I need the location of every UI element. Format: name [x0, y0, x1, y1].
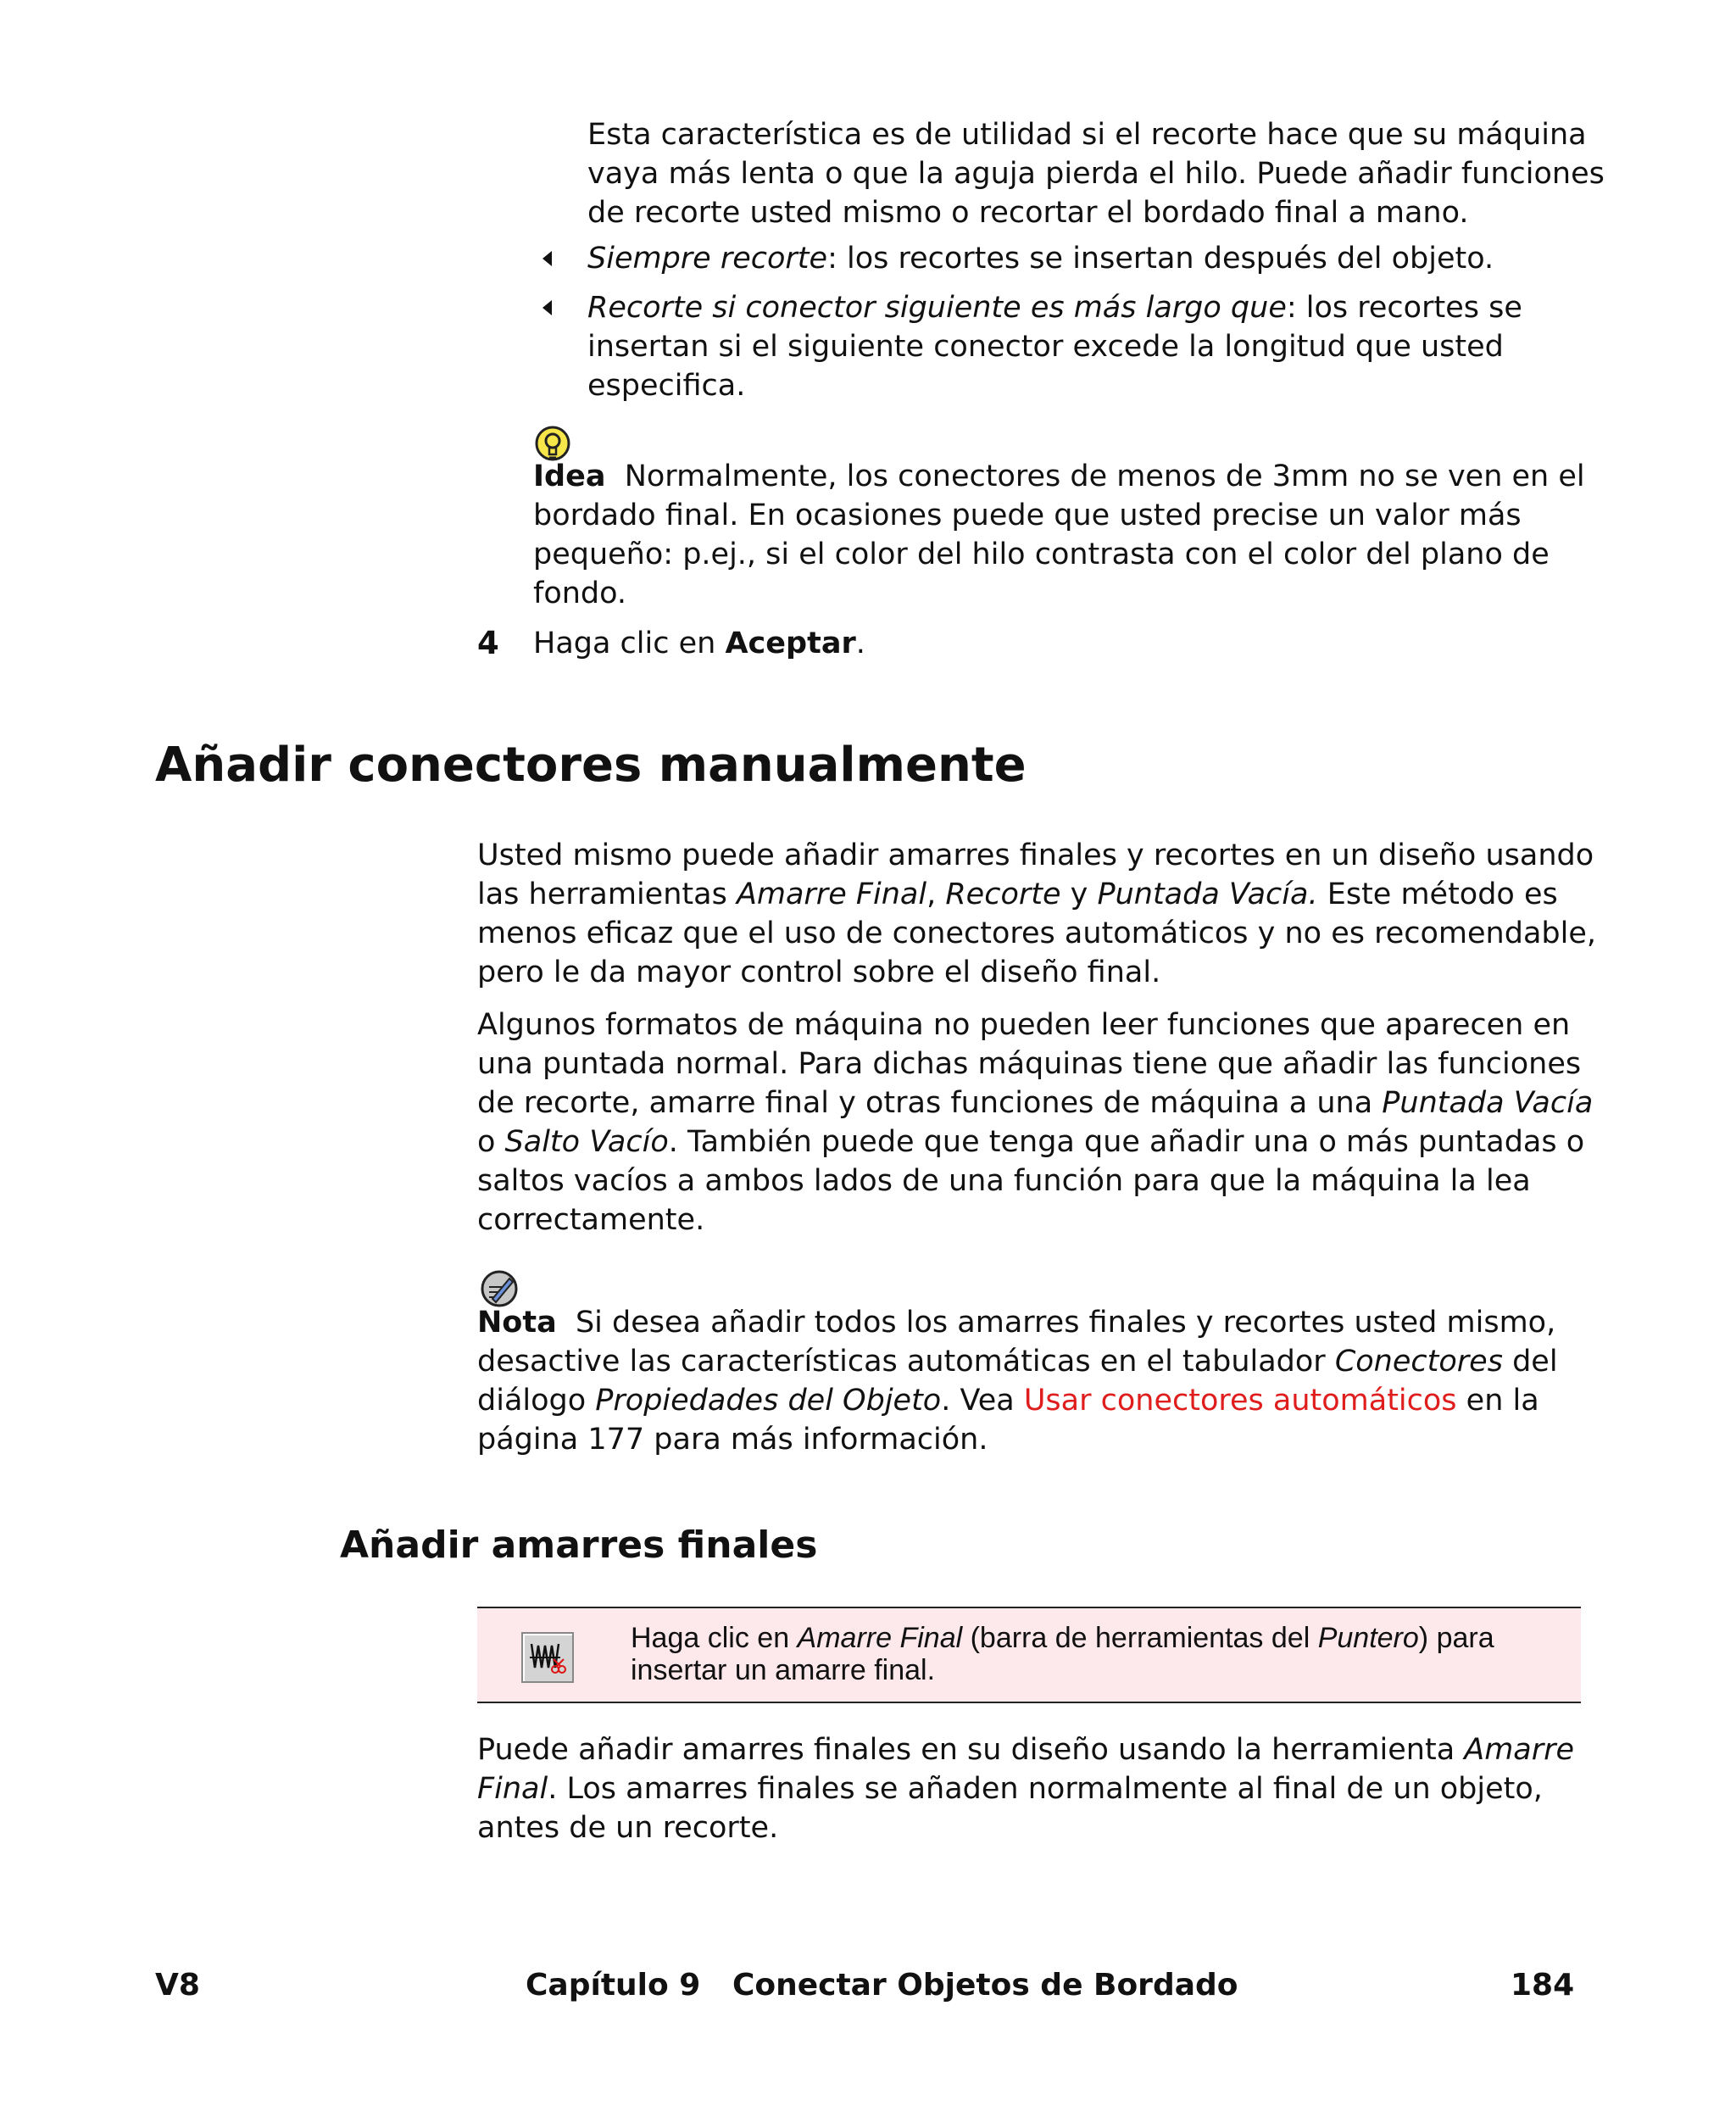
idea-text: fondo.	[533, 577, 627, 610]
intro-line: vaya más lenta o que la aguja pierda el hilo. Puede añadir funciones	[587, 157, 1605, 191]
tool-name: Final	[477, 1772, 548, 1806]
tool-name: Puntada Vacía.	[1097, 877, 1318, 911]
note-text: en la	[1456, 1384, 1539, 1418]
paragraph-text: Este método es	[1317, 877, 1558, 911]
bullet-item	[587, 239, 1494, 278]
paragraph-line: correctamente.	[477, 1203, 705, 1237]
separator: y	[1060, 877, 1098, 911]
note-label: Nota	[477, 1306, 557, 1340]
paragraph-text: o	[477, 1125, 505, 1159]
footer-chapter-number: Capítulo 9	[526, 1968, 701, 2003]
tool-name: Amarre Final	[797, 1622, 963, 1654]
bullet-text: especifica.	[587, 369, 746, 403]
instruction-text: Haga clic en	[631, 1622, 798, 1654]
tool-name: Amarre	[1464, 1733, 1575, 1767]
paragraph-line: antes de un recorte.	[477, 1811, 779, 1845]
tool-name: Salto Vacío	[504, 1125, 669, 1159]
step-end: .	[855, 627, 865, 660]
paragraph-line: una puntada normal. Para dichas máquinas tiene que añadir las funciones	[477, 1047, 1582, 1081]
note-text: diálogo	[477, 1384, 596, 1418]
idea-text: pequeño: p.ej., si el color del hilo contrasta con el color del plano de	[533, 538, 1550, 571]
intro-paragraph	[587, 115, 1605, 232]
paragraph-line: pero le da mayor control sobre el diseño final.	[477, 955, 1161, 989]
dialog-name: Propiedades del Objeto	[595, 1384, 942, 1418]
bullet-term: Recorte si conector siguiente es más largo que	[587, 291, 1287, 325]
accept-label: Aceptar	[725, 627, 856, 660]
idea-text: bordado final. En ocasiones puede que usted precise un valor más	[533, 499, 1522, 532]
tool-name: Recorte	[945, 877, 1061, 911]
idea-paragraph	[533, 457, 1585, 613]
paragraph-line: Usted mismo puede añadir amarres finales y recortes en un diseño usando	[477, 838, 1594, 872]
note-text: . Vea	[941, 1384, 1024, 1418]
paragraph-line: Algunos formatos de máquina no pueden leer funciones que aparecen en	[477, 1008, 1571, 1042]
tool-name: Puntada Vacía	[1382, 1086, 1594, 1120]
note-text: desactive las características automáticas en el tabulador	[477, 1345, 1335, 1379]
bullet-text: insertan si el siguiente conector excede la longitud que usted	[587, 330, 1504, 364]
instruction-text: insertar un amarre final.	[631, 1654, 936, 1686]
step-text: Haga clic en	[533, 627, 726, 660]
footer-chapter	[526, 1968, 1238, 2003]
step-number: 4	[477, 625, 499, 661]
paragraph-line: saltos vacíos a ambos lados de una función para que la máquina la lea	[477, 1164, 1531, 1198]
note-text: página 177 para más información.	[477, 1423, 988, 1457]
step-4	[533, 624, 865, 663]
paragraph-text: de recorte, amarre final y otras funciones de máquina a una	[477, 1086, 1383, 1120]
intro-line: Esta característica es de utilidad si el recorte hace que su máquina	[587, 118, 1587, 152]
paragraph-text: las herramientas	[477, 877, 737, 911]
separator: ,	[926, 877, 946, 911]
bullet-term: Siempre recorte	[587, 242, 828, 276]
section-title: Añadir conectores manualmente	[155, 738, 1027, 793]
bullet-text: : los recortes se	[1286, 291, 1522, 325]
intro-line: de recorte usted mismo o recortar el bordado final a mano.	[587, 196, 1469, 230]
bullet-arrow-icon	[542, 300, 552, 315]
paragraph-3	[477, 1730, 1574, 1847]
footer-version: V8	[155, 1968, 200, 2003]
bullet-text: : los recortes se insertan después del objeto.	[827, 242, 1494, 276]
instruction-text: ) para	[1418, 1622, 1494, 1654]
toolbar-name: Puntero	[1317, 1622, 1419, 1654]
paragraph-line: menos eficaz que el uso de conectores automáticos y no es recomendable,	[477, 916, 1597, 950]
paragraph-text: Puede añadir amarres finales en su diseño usando la herramienta	[477, 1733, 1465, 1767]
idea-text: Normalmente, los conectores de menos de 3mm no se ven en el	[624, 460, 1585, 493]
bullet-item	[587, 288, 1522, 405]
footer-chapter-title: Conectar Objetos de Bordado	[732, 1968, 1238, 2003]
tool-name: Amarre Final	[736, 877, 927, 911]
tool-instruction-box	[477, 1607, 1581, 1703]
paragraph-text: . Los amarres finales se añaden normalmente al final de un objeto,	[548, 1772, 1543, 1806]
cross-reference-link[interactable]: Usar conectores automáticos	[1023, 1384, 1457, 1418]
bullet-arrow-icon	[542, 251, 552, 266]
note-text: del	[1502, 1345, 1558, 1379]
paragraph-text: . También puede que tenga que añadir una o más puntadas o	[668, 1125, 1585, 1159]
tab-name: Conectores	[1334, 1345, 1503, 1379]
note-paragraph	[477, 1303, 1558, 1459]
paragraph-1	[477, 836, 1596, 992]
subsection-title: Añadir amarres finales	[340, 1524, 818, 1567]
idea-label: Idea	[533, 460, 606, 493]
footer-page-number: 184	[1511, 1968, 1575, 2003]
tool-instruction-text	[631, 1622, 1494, 1686]
note-text: Si desea añadir todos los amarres finales y recortes usted mismo,	[575, 1306, 1556, 1340]
instruction-text: (barra de herramientas del	[962, 1622, 1318, 1654]
paragraph-2	[477, 1006, 1593, 1240]
amarre-final-tool-icon[interactable]	[521, 1632, 574, 1683]
